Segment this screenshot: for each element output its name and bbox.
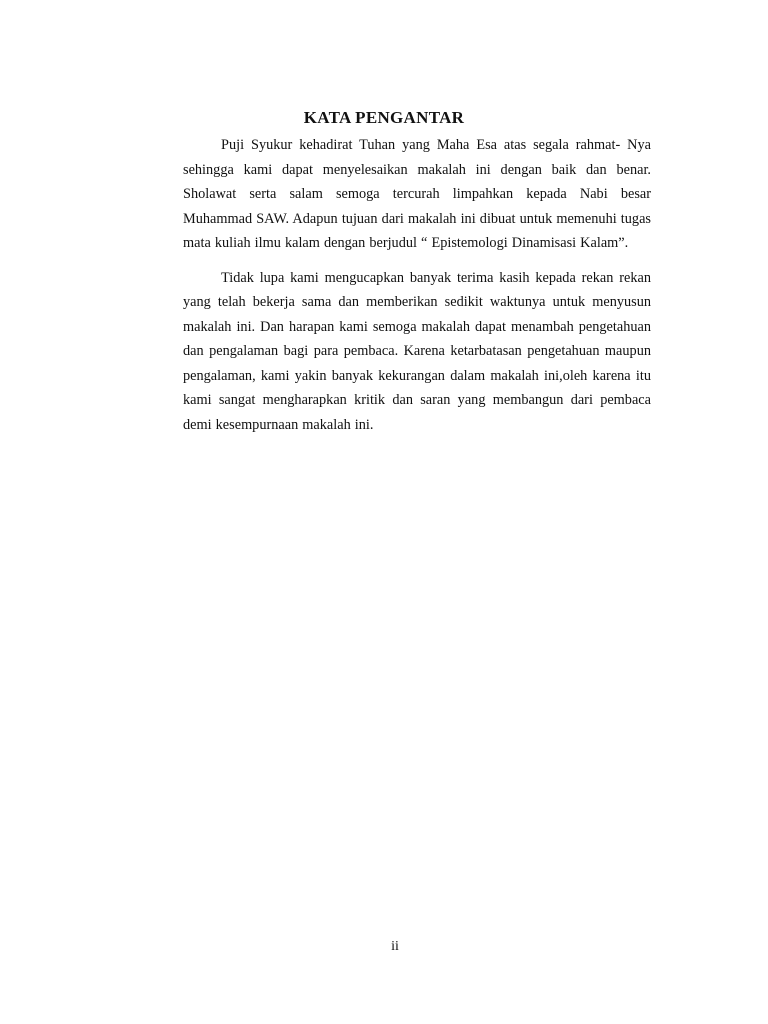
paragraph-1: Puji Syukur kehadirat Tuhan yang Maha Esa atas segala rahmat- Nya sehingga kami dapat menyelesaikan makalah ini dengan baik dan benar. Sholawat serta salam semoga tercurah limpahkan kepada Nabi besar Muhammad SAW. Adapun tujuan dari makalah ini dibuat untuk memenuhi tugas mata kuliah ilmu kalam dengan berjudul “ Epistemologi Dinamisasi Kalam”. bbox=[183, 137, 651, 251]
page-title: KATA PENGANTAR bbox=[303, 108, 465, 127]
page-number: ii bbox=[391, 939, 399, 954]
paragraph-2: Tidak lupa kami mengucapkan banyak terima kasih kepada rekan rekan yang telah bekerja sama dan memberikan sedikit waktunya untuk menyusun makalah ini. Dan harapan kami semoga makalah dapat menambah pengetahuan dan pengalaman bagi para pembaca. Karena ketarbatasan pengetahuan maupun pengalaman, kami yakin banyak kekurangan dalam makalah ini,oleh karena itu kami sangat mengharapkan kritik dan saran yang membangun dari pembaca demi kesempurnaan makalah ini. bbox=[183, 269, 651, 433]
body-text bbox=[183, 133, 651, 447]
